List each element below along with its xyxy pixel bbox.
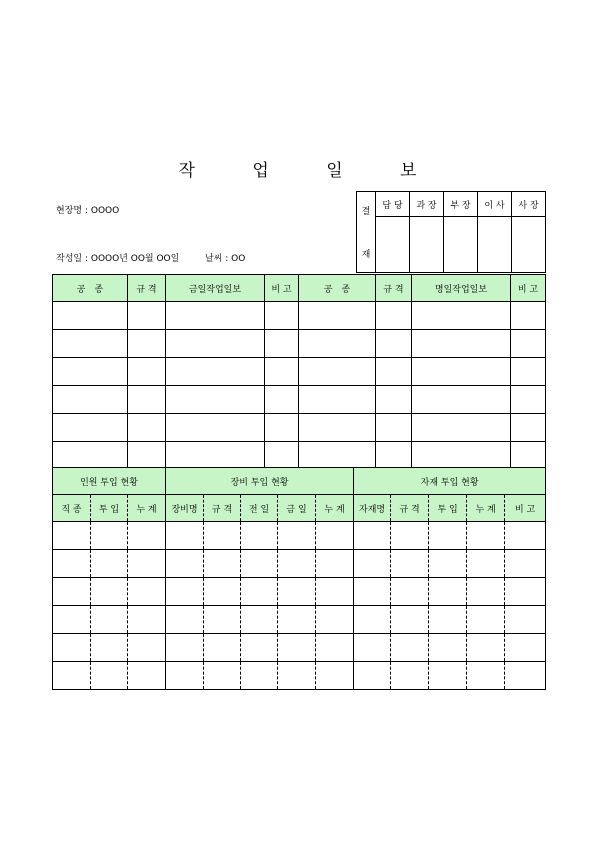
table-cell[interactable]: [241, 550, 278, 578]
table-cell[interactable]: [316, 578, 354, 606]
table-cell[interactable]: [166, 330, 265, 358]
table-cell[interactable]: [299, 330, 376, 358]
table-cell[interactable]: [511, 442, 546, 470]
table-cell[interactable]: [429, 550, 467, 578]
table-cell[interactable]: [265, 442, 299, 470]
approval-role: 담 당: [376, 192, 410, 217]
table-cell[interactable]: [299, 302, 376, 330]
table-cell[interactable]: [91, 578, 128, 606]
column-header: 투 입: [91, 495, 128, 522]
table-cell[interactable]: [91, 634, 128, 662]
table-cell[interactable]: [166, 550, 204, 578]
table-cell[interactable]: [128, 606, 166, 634]
table-cell[interactable]: [467, 634, 505, 662]
table-cell[interactable]: [128, 414, 166, 442]
table-cell[interactable]: [511, 358, 546, 386]
header-spec: 규 격: [128, 275, 166, 302]
table-cell[interactable]: [391, 550, 429, 578]
table-cell[interactable]: [412, 442, 511, 470]
approval-box: [356, 191, 546, 273]
work-table: [52, 274, 546, 470]
table-cell[interactable]: [128, 522, 166, 550]
approval-role: 이 사: [478, 192, 512, 217]
table-cell[interactable]: [128, 442, 166, 470]
subheader-row: [53, 495, 546, 522]
table-cell[interactable]: [299, 442, 376, 470]
table-cell[interactable]: [412, 302, 511, 330]
table-cell[interactable]: [91, 606, 128, 634]
weather-value: OO: [231, 254, 246, 264]
table-cell[interactable]: [53, 386, 128, 414]
table-cell[interactable]: [166, 522, 204, 550]
table-cell[interactable]: [316, 662, 354, 690]
table-cell[interactable]: [505, 606, 546, 634]
table-cell[interactable]: [511, 330, 546, 358]
table-cell[interactable]: [376, 302, 412, 330]
table-cell[interactable]: [505, 634, 546, 662]
table-cell[interactable]: [354, 550, 391, 578]
approval-role: 사 장: [512, 192, 546, 217]
table-cell[interactable]: [53, 358, 128, 386]
table-cell[interactable]: [467, 662, 505, 690]
table-cell[interactable]: [278, 634, 316, 662]
table-cell[interactable]: [53, 414, 128, 442]
table-cell[interactable]: [91, 550, 128, 578]
table-cell[interactable]: [53, 550, 91, 578]
table-cell[interactable]: [128, 550, 166, 578]
table-cell[interactable]: [166, 606, 204, 634]
table-cell[interactable]: [412, 386, 511, 414]
table-cell[interactable]: [265, 302, 299, 330]
column-header: 장비명: [166, 495, 204, 522]
table-cell[interactable]: [265, 414, 299, 442]
table-cell[interactable]: [204, 606, 241, 634]
table-cell[interactable]: [53, 662, 91, 690]
signature-cell[interactable]: [512, 217, 546, 273]
approval-label: [357, 192, 376, 273]
table-cell[interactable]: [505, 522, 546, 550]
table-row: [53, 662, 546, 690]
document-title: 작 업 일 보: [178, 161, 443, 181]
header-today-work: 금일작업일보: [166, 275, 265, 302]
table-cell[interactable]: [376, 358, 412, 386]
header-work-type: 공 종: [53, 275, 128, 302]
table-cell[interactable]: [128, 578, 166, 606]
table-cell[interactable]: [511, 386, 546, 414]
table-cell[interactable]: [467, 578, 505, 606]
table-cell[interactable]: [354, 606, 391, 634]
group-personnel: 인원 투입 현황: [53, 468, 166, 495]
table-row: [53, 302, 546, 330]
table-cell[interactable]: [429, 634, 467, 662]
table-cell[interactable]: [53, 302, 128, 330]
table-cell[interactable]: [316, 606, 354, 634]
table-cell[interactable]: [299, 414, 376, 442]
table-cell[interactable]: [391, 634, 429, 662]
table-cell[interactable]: [204, 578, 241, 606]
table-cell[interactable]: [316, 634, 354, 662]
table-cell[interactable]: [91, 522, 128, 550]
table-cell[interactable]: [53, 606, 91, 634]
table-cell[interactable]: [376, 414, 412, 442]
table-cell[interactable]: [376, 330, 412, 358]
written-date-value: OOOO년 OO월 OO일: [90, 254, 180, 264]
table-row: [53, 606, 546, 634]
column-header: 전 일: [241, 495, 278, 522]
table-cell[interactable]: [354, 634, 391, 662]
written-date-label: 작성일: [56, 254, 83, 264]
signature-cell[interactable]: [410, 217, 444, 273]
column-header: 누 계: [467, 495, 505, 522]
column-header: 규 격: [391, 495, 429, 522]
table-cell[interactable]: [505, 550, 546, 578]
table-cell[interactable]: [53, 442, 128, 470]
table-cell[interactable]: [128, 634, 166, 662]
table-cell[interactable]: [241, 662, 278, 690]
table-cell[interactable]: [128, 302, 166, 330]
table-cell[interactable]: [391, 606, 429, 634]
table-cell[interactable]: [278, 606, 316, 634]
table-cell[interactable]: [166, 662, 204, 690]
table-cell[interactable]: [391, 522, 429, 550]
table-cell[interactable]: [128, 662, 166, 690]
approval-label-top: 결: [361, 207, 371, 217]
table-cell[interactable]: [412, 330, 511, 358]
group-equipment: 장비 투입 현황: [166, 468, 354, 495]
table-row: [53, 578, 546, 606]
table-cell[interactable]: [429, 662, 467, 690]
approval-role: 과 장: [410, 192, 444, 217]
approval-label-bottom: 재: [361, 250, 371, 260]
table-cell[interactable]: [354, 662, 391, 690]
table-cell[interactable]: [511, 414, 546, 442]
table-row: [53, 358, 546, 386]
table-cell[interactable]: [166, 578, 204, 606]
table-cell[interactable]: [53, 330, 128, 358]
table-cell[interactable]: [204, 634, 241, 662]
table-cell[interactable]: [53, 522, 91, 550]
table-cell[interactable]: [278, 550, 316, 578]
table-row: [53, 330, 546, 358]
table-cell[interactable]: [299, 386, 376, 414]
table-cell[interactable]: [299, 358, 376, 386]
table-cell[interactable]: [166, 414, 265, 442]
table-cell[interactable]: [204, 550, 241, 578]
table-cell[interactable]: [278, 662, 316, 690]
table-cell[interactable]: [166, 386, 265, 414]
table-cell[interactable]: [412, 358, 511, 386]
table-cell[interactable]: [316, 550, 354, 578]
table-cell[interactable]: [128, 358, 166, 386]
column-header: 투 입: [429, 495, 467, 522]
table-row: [53, 634, 546, 662]
table-cell[interactable]: [91, 662, 128, 690]
table-cell[interactable]: [412, 414, 511, 442]
column-header: 금 일: [278, 495, 316, 522]
table-cell[interactable]: [505, 662, 546, 690]
site-name-field: 현장명 : OOOO: [56, 206, 120, 216]
input-status-table: [52, 467, 546, 690]
table-cell[interactable]: [391, 578, 429, 606]
header-remarks: 비 고: [265, 275, 299, 302]
table-cell[interactable]: [354, 522, 391, 550]
header-remarks: 비 고: [511, 275, 546, 302]
table-row: [53, 386, 546, 414]
written-date-field: 작성일 : OOOO년 OO월 OO일: [56, 254, 180, 264]
table-cell[interactable]: [241, 522, 278, 550]
column-header: 누 계: [128, 495, 166, 522]
table-cell[interactable]: [376, 386, 412, 414]
table-row: [53, 414, 546, 442]
table-cell[interactable]: [128, 386, 166, 414]
table-cell[interactable]: [241, 606, 278, 634]
site-name-value: OOOO: [90, 206, 120, 216]
table-cell[interactable]: [316, 522, 354, 550]
column-header: 규 격: [204, 495, 241, 522]
table-cell[interactable]: [376, 442, 412, 470]
table-cell[interactable]: [278, 522, 316, 550]
column-header: 누 계: [316, 495, 354, 522]
table-cell[interactable]: [391, 662, 429, 690]
table-cell[interactable]: [467, 522, 505, 550]
table-cell[interactable]: [511, 302, 546, 330]
table-cell[interactable]: [429, 578, 467, 606]
table-cell[interactable]: [166, 634, 204, 662]
table-cell[interactable]: [204, 662, 241, 690]
column-header: 직 종: [53, 495, 91, 522]
table-cell[interactable]: [429, 606, 467, 634]
group-materials: 자재 투입 현황: [354, 468, 546, 495]
header-work-type: 공 종: [299, 275, 376, 302]
table-cell[interactable]: [53, 578, 91, 606]
header-spec: 규 격: [376, 275, 412, 302]
weather-field: 날씨 : OO: [205, 254, 246, 264]
column-header: 비 고: [505, 495, 546, 522]
table-cell[interactable]: [429, 522, 467, 550]
table-cell[interactable]: [278, 578, 316, 606]
signature-cell[interactable]: [444, 217, 478, 273]
signature-cell[interactable]: [478, 217, 512, 273]
table-cell[interactable]: [265, 330, 299, 358]
table-cell[interactable]: [166, 442, 265, 470]
table-row: [53, 442, 546, 470]
column-header: 자재명: [354, 495, 391, 522]
table-cell[interactable]: [354, 578, 391, 606]
site-name-label: 현장명: [56, 206, 83, 216]
table-cell[interactable]: [467, 550, 505, 578]
signature-cell[interactable]: [376, 217, 410, 273]
table-cell[interactable]: [53, 634, 91, 662]
table-cell[interactable]: [241, 634, 278, 662]
table-cell[interactable]: [265, 358, 299, 386]
table-row: [53, 522, 546, 550]
table-row: [53, 550, 546, 578]
table-cell[interactable]: [166, 302, 265, 330]
table-cell[interactable]: [241, 578, 278, 606]
header-tomorrow-work: 명일작업일보: [412, 275, 511, 302]
table-cell[interactable]: [166, 358, 265, 386]
table-cell[interactable]: [467, 606, 505, 634]
table-cell[interactable]: [265, 386, 299, 414]
table-cell[interactable]: [204, 522, 241, 550]
table-cell[interactable]: [505, 578, 546, 606]
weather-label: 날씨: [205, 254, 223, 264]
table-cell[interactable]: [128, 330, 166, 358]
approval-role: 부 장: [444, 192, 478, 217]
